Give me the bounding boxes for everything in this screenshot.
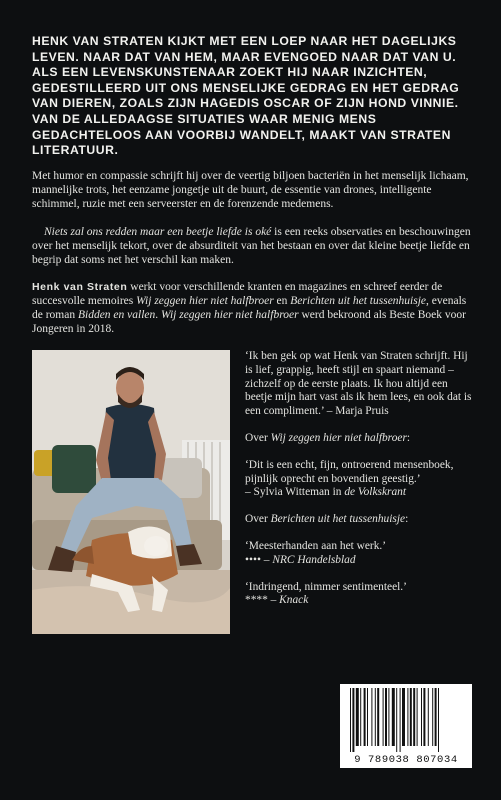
about-book-tussenhuisje [245, 513, 473, 527]
about-book-title: Wij zeggen hier niet halfbroer [270, 431, 407, 444]
barcode-bar [438, 688, 439, 752]
barcode-bar [396, 688, 397, 752]
barcode-bar [410, 688, 412, 746]
description-paragraph-1: Met humor en compassie schrijft hij over de veertig biljoen bacteriën in het menselijk lichaam, mannelijke trots, het eenzame jongetje uit de buurt, de essentie van drones, intelligente schimmel, ruzie met een serveerster en de forenzende medemens. [32, 170, 469, 210]
quote-source: de Volkskrant [344, 486, 406, 499]
quote-nrc [245, 540, 473, 568]
isbn-barcode [340, 684, 472, 768]
barcode-bar [377, 688, 379, 746]
barcode-bar [352, 688, 354, 752]
barcode-bar [371, 688, 372, 746]
barcode-bar [392, 688, 395, 746]
barcode-bar [367, 688, 368, 746]
quote-source: Knack [279, 594, 309, 607]
about-book-title: Berichten uit het tussenhuisje [270, 513, 406, 526]
rating-stars: **** – [245, 594, 280, 607]
book-title-halfbroer: Wij zeggen hier niet halfbroer [161, 308, 299, 321]
barcode-bar [423, 688, 425, 746]
quote-text: ‘Meesterhanden aan het werk.’ [245, 539, 387, 552]
isbn-number: 9 789038 807034 [354, 754, 458, 766]
author-bio-text: werkt voor verschillende kranten en magazines en schreef eerder de succesvolle memoires [32, 281, 443, 307]
barcode-bar [383, 688, 384, 746]
quote-source: NRC Handelsblad [272, 553, 356, 566]
about-book-halfbroer [245, 432, 473, 446]
about-prefix: Over [245, 431, 271, 444]
about-prefix: Over [245, 513, 271, 526]
about-suffix: : [406, 431, 411, 444]
barcode-bar [388, 688, 389, 746]
barcode-bar [385, 688, 387, 746]
author-photo [32, 350, 230, 634]
barcode-bar [407, 688, 408, 746]
description-paragraph-2 [32, 226, 472, 268]
book-title-tussenhuisje: Berichten uit het tussenhuisje [290, 294, 427, 307]
description-paragraph-2-text: is een reeks observaties en beschouwingen over het menselijk tekort, over de absurditeit van het bestaan en over dat kleine beetje liefde en begrip dat soms net het verschil kan maken. [32, 226, 471, 266]
barcode-bar [375, 688, 376, 746]
tagline-uppercase: HENK VAN STRATEN KIJKT MET EEN LOEP NAAR HET DAGELIJKS LEVEN. NAAR DAT VAN HEM, MAAR EVENGOED NAAR DAT VAN U. ALS EEN LEVENSKUNSTENAAR ZOEKT HIJ NAAR INZICHTEN, GEDESTILLEERD UIT ONS MENSELIJKE GEDRAG EN HET GEDRAG VAN DIEREN, ZOALS ZIJN HAGEDIS OSCAR OF ZIJN HOND VINNIE. VAN DE ALLEDAAGSE SITUATIES WAAR MENIG MENS GEDACHTELOOS AAN VOORBIJ WANDELT, MAAKT VAN STRATEN LITERATUUR. [32, 34, 460, 158]
barcode-bar [428, 688, 429, 746]
barcode-bar [421, 688, 422, 746]
author-bio-text: werd bekroond als Beste Boek voor Jongeren in 2018. [32, 308, 466, 335]
author-name: Henk van Straten [32, 281, 128, 293]
barcode-bar [417, 688, 418, 746]
barcode-bar [413, 688, 415, 746]
quote-text: ‘Indringend, nimmer sentimenteel.’ [245, 580, 407, 593]
quote-marja-pruis: ‘Ik ben gek op wat Henk van Straten schrijft. Hij is lief, grappig, heeft stijl en spaart niemand – zichzelf op de eerste plaats. Ik hou altijd een beetje mijn hart vast als ik hem lees, en ook dat is een compliment.’ – Marja Pruis [245, 350, 472, 418]
author-bio [32, 281, 472, 337]
book-title-bidden-en-vallen: Bidden en vallen [77, 308, 156, 321]
author-bio-text: , evenals de roman [32, 294, 467, 321]
barcode-bar [350, 688, 351, 752]
barcode-bar [364, 688, 366, 746]
book-title-halfbroer: Wij zeggen hier niet halfbroer [136, 294, 274, 307]
barcode-bar [356, 688, 359, 746]
quote-knack [245, 581, 473, 609]
barcode-bar [432, 688, 433, 746]
quote-text: ‘Dit is een echt, fijn, ontroerend mensenboek, pijnlijk oprecht en bovendien geestig.’ [245, 458, 454, 485]
quote-attribution: – Sylvia Witteman in [245, 486, 345, 499]
quote-sylvia-witteman [245, 459, 473, 500]
author-bio-text: en [273, 294, 291, 307]
author-bio-text: . [155, 308, 162, 321]
about-suffix: : [405, 513, 409, 526]
barcode-bar [435, 688, 437, 746]
barcode-bar [400, 688, 401, 752]
book-title-niets-zal-ons-redden: Niets zal ons redden maar een beetje liefde is oké [44, 226, 272, 238]
review-quotes [245, 350, 473, 621]
barcode-bar [360, 688, 361, 746]
barcode-bar [402, 688, 405, 746]
rating-stars: •••• – [245, 553, 273, 566]
barcode-bars [340, 684, 472, 754]
author-photo-illustration [32, 350, 230, 634]
